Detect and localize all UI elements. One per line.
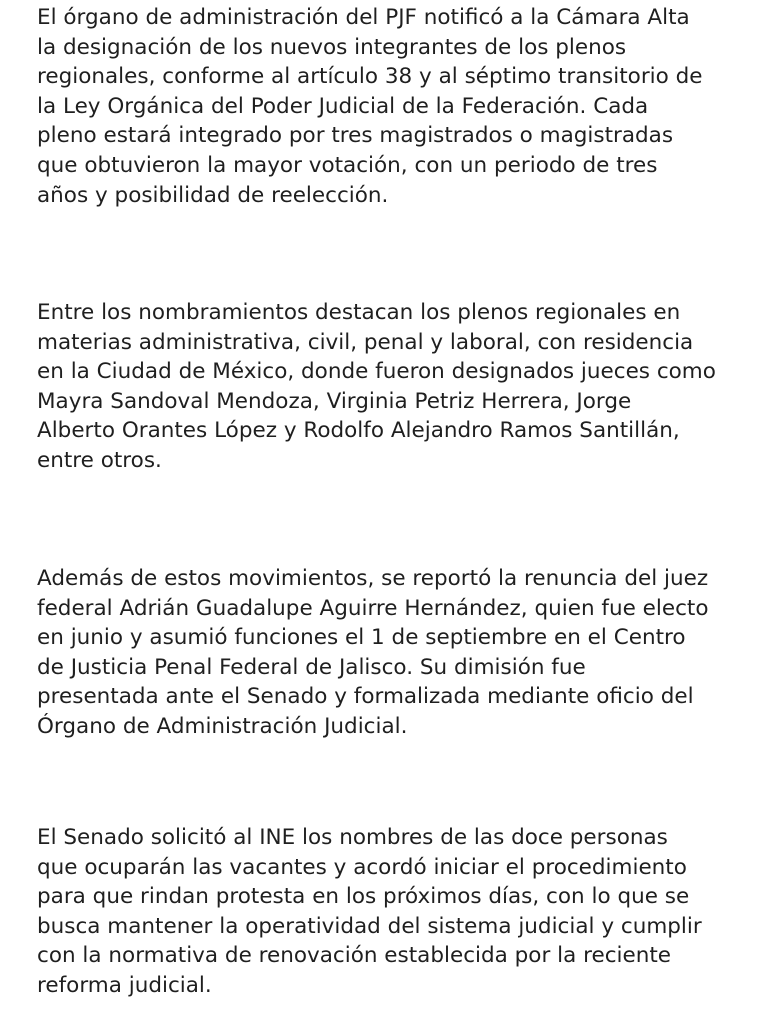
paragraph-line: Órgano de Administración Judicial. [37, 713, 408, 739]
paragraph-line: que obtuvieron la mayor votación, con un periodo de tres [37, 152, 658, 178]
paragraph-line: entre otros. [37, 447, 162, 473]
paragraph-appointments [37, 298, 716, 476]
paragraph-line: para que rindan protesta en los próximos días, con lo que se [37, 884, 690, 910]
paragraph-line: en la Ciudad de México, donde fueron designados jueces como [37, 359, 716, 385]
paragraph-line: la Ley Orgánica del Poder Judicial de la Federación. Cada [37, 93, 649, 119]
paragraph-line: El Senado solicitó al INE los nombres de las doce personas [37, 825, 668, 850]
paragraph-line: Entre los nombramientos destacan los plenos regionales en [37, 300, 681, 325]
paragraph-line: reforma judicial. [37, 972, 212, 998]
paragraph-line: presentada ante el Senado y formalizada mediante oficio del [37, 684, 694, 710]
paragraph-line: que ocuparán las vacantes y acordó iniciar el procedimiento [37, 854, 687, 880]
paragraph-line: años y posibilidad de reelección. [37, 182, 389, 208]
paragraph-line: materias administrativa, civil, penal y laboral, con residencia [37, 329, 694, 355]
paragraph-line: Alberto Orantes López y Rodolfo Alejandro Ramos Santillán, [37, 418, 680, 444]
paragraph-line: busca mantener la operatividad del sistema judicial y cumplir [37, 913, 702, 939]
paragraph-line: la designación de los nuevos integrantes de los plenos [37, 34, 627, 60]
paragraph-resignation [37, 564, 709, 742]
paragraph-line: pleno estará integrado por tres magistrados o magistradas [37, 123, 674, 149]
paragraph-line: federal Adrián Guadalupe Aguirre Hernández, quien fue electo [37, 595, 709, 621]
paragraph-line: regionales, conforme al artículo 38 y al séptimo transitorio de [37, 64, 703, 90]
paragraph-line: Mayra Sandoval Mendoza, Virginia Petriz Herrera, Jorge [37, 388, 632, 414]
paragraph-line: Además de estos movimientos, se reportó la renuncia del juez [37, 566, 709, 591]
paragraph-pjf-notification [37, 3, 703, 210]
paragraph-line: de Justicia Penal Federal de Jalisco. Su dimisión fue [37, 654, 586, 680]
paragraph-line: en junio y asumió funciones el 1 de septiembre en el Centro [37, 625, 686, 651]
paragraph-line: con la normativa de renovación establecida por la reciente [37, 943, 671, 969]
paragraph-senate-request [37, 823, 702, 1001]
paragraph-line: El órgano de administración del PJF notificó a la Cámara Alta [37, 5, 690, 30]
